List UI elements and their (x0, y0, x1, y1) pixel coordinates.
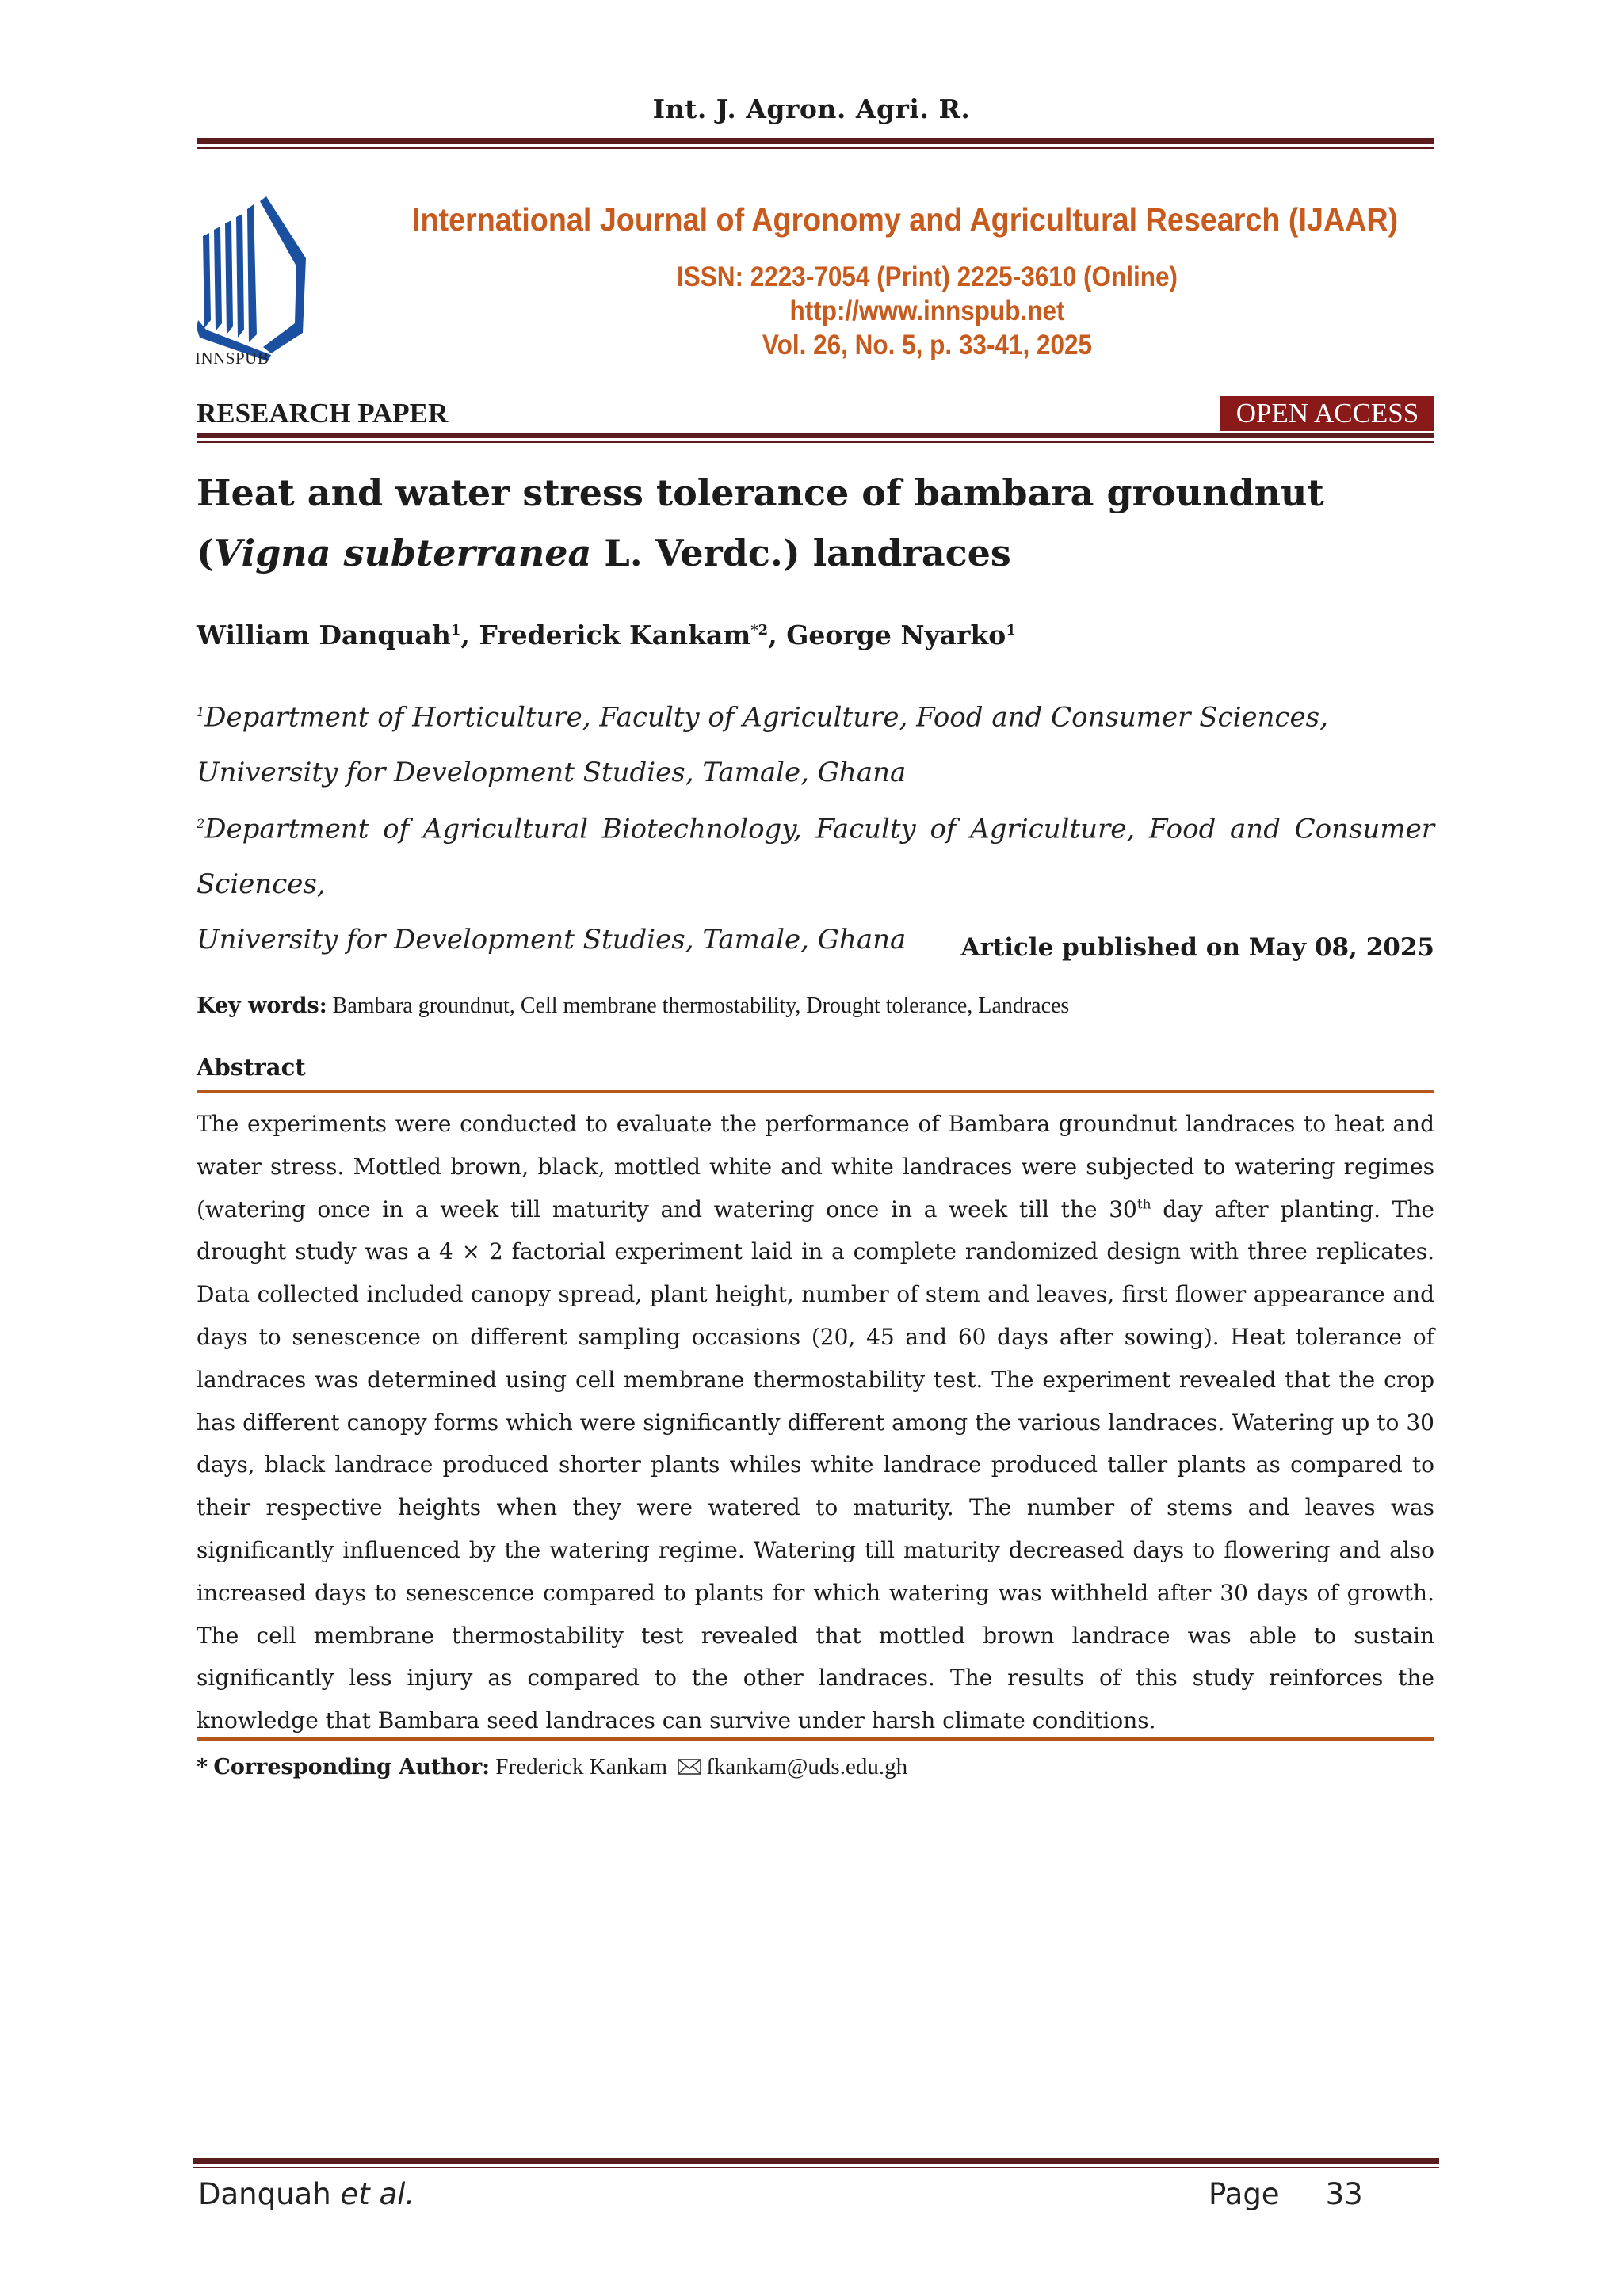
section-rule-thin (197, 441, 1434, 443)
affiliation-mark: 1 (197, 704, 205, 719)
journal-name: International Journal of Agronomy and Agricultural Research (IJAAR) (412, 201, 1399, 238)
keywords-label: Key words: (197, 994, 327, 1018)
title-line-2: (Vigna subterranea L. Verdc.) landraces (197, 532, 1011, 574)
author-name: William Danquah (197, 620, 451, 650)
paper-type: RESEARCH PAPER (197, 398, 449, 429)
affiliation-line: University for Development Studies, Tamale, Ghana (197, 924, 907, 956)
innspub-logo-icon (195, 187, 314, 369)
author-list: William Danquah$^1$, Frederick Kankam$^{*2}$, George Nyarko$^1$ (197, 620, 1016, 650)
affiliation-line: University for Development Studies, Tamale, Ghana (197, 757, 907, 789)
mail-icon (678, 1759, 701, 1775)
header-rule-thick (197, 138, 1434, 144)
header-rule-thin (197, 147, 1434, 149)
journal-meta (464, 260, 1391, 362)
page-label: Page (1209, 2177, 1280, 2211)
affiliation-line: Department of Agricultural Biotechnology, Faculty of Agriculture, Food and Consumer Sciences, (197, 813, 1434, 901)
abstract-rule-bottom (197, 1737, 1434, 1741)
open-access-badge: OPEN ACCESS (1220, 396, 1434, 431)
affiliation-line: Department of Horticulture, Faculty of Agriculture, Food and Consumer Sciences, (204, 701, 1328, 734)
page-number: 33 (1325, 2177, 1363, 2211)
corresponding-email[interactable]: fkankam@uds.edu.gh (706, 1754, 908, 1779)
footer-rule-thick (193, 2158, 1439, 2164)
journal-url[interactable]: http://www.innspub.net (789, 296, 1065, 326)
journal-volume: Vol. 26, No. 5, p. 33-41, 2025 (762, 330, 1093, 360)
logo-text: INNSPUB (195, 349, 269, 368)
footer-author: Danquah et al. (198, 2177, 415, 2211)
author-mark: *2 (750, 622, 769, 639)
keywords-text: Bambara groundnut, Cell membrane thermostability, Drought tolerance, Landraces (327, 994, 1070, 1018)
section-rule-thick (197, 433, 1434, 438)
journal-issn: ISSN: 2223-7054 (Print) 2225-3610 (Online) (676, 261, 1178, 292)
affiliation-1 (197, 685, 1434, 800)
footer-page (1209, 2177, 1363, 2211)
published-date: Article published on May 08, 2025 (960, 933, 1434, 962)
keywords (197, 994, 1434, 1019)
species-name: Vigna subterranea (213, 532, 592, 574)
title-line-1: Heat and water stress tolerance of bambara groundnut (197, 471, 1324, 514)
running-head: Int. J. Agron. Agri. R. (652, 93, 971, 124)
corresponding-author: * Corresponding Author: Frederick Kankam fkankam@uds.edu.gh (197, 1754, 908, 1779)
footer-rule-thin (193, 2167, 1439, 2168)
author-name: George Nyarko (786, 620, 1006, 650)
abstract-heading: Abstract (197, 1054, 306, 1081)
author-mark: 1 (1006, 622, 1016, 639)
corresponding-label: Corresponding Author: (213, 1755, 491, 1779)
affiliation-mark: 2 (197, 816, 205, 831)
author-mark: 1 (450, 622, 461, 639)
abstract-rule-top (197, 1090, 1434, 1093)
author-name: Frederick Kankam (479, 620, 751, 650)
corresponding-name: Frederick Kankam (490, 1754, 668, 1779)
abstract-text: The experiments were conducted to evaluate the performance of Bambara groundnut landraces to heat and water stress. Mottled brown, black, mottled white and white landraces were subjected to watering regimes (watering once in a week till maturity and watering once in a week till the 30th day after planting. The drought study was a 4 × 2 factorial experiment laid in a complete randomized design with three replicates. Data collected included canopy spread, plant height, number of stem and leaves, first flower appearance and days to senescence on different sampling occasions (20, 45 and 60 days after sowing). Heat tolerance of landraces was determined using cell membrane thermostability test. The experiment revealed that the crop has different canopy forms which were significantly different among the various landraces. Watering up to 30 days, black landrace produced shorter plants whiles white landrace produced taller plants as compared to their respective heights when they were watered to maturity. The number of stems and leaves was significantly influenced by the watering regime. Watering till maturity decreased days to flowering and also increased days to senescence compared to plants for which watering was withheld after 30 days of growth. The cell membrane thermostability test revealed that mottled brown landrace was able to sustain significantly less injury as compared to the other landraces. The results of this study reinforces the knowledge that Bambara seed landraces can survive under harsh climate conditions. (197, 1111, 1435, 1734)
article-title (197, 463, 1433, 583)
